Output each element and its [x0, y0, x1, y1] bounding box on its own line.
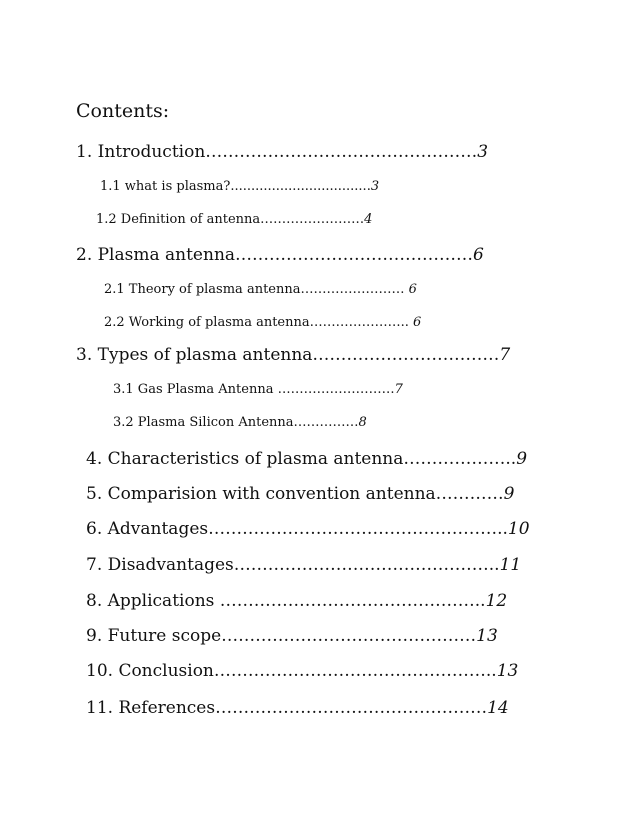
toc-entry-disadvantages [86, 557, 521, 574]
toc-entry-label: 3.2 Plasma Silicon Antenna…………… [113, 415, 359, 430]
toc-entry-future-scope [86, 628, 498, 645]
toc-entry-page: 10 [507, 519, 530, 539]
toc-entry-page: 13 [476, 626, 498, 646]
toc-entry-page: 6 [473, 245, 484, 265]
toc-entry-label: 1.1 what is plasma?.................................. [100, 179, 371, 194]
toc-entry-label: 7. Disadvantages……………………………………….. [86, 555, 500, 575]
toc-entry-working-of-plasma-antenna [104, 316, 421, 329]
toc-entry-gas-plasma-antenna [113, 383, 403, 396]
toc-entry-page: 4 [364, 212, 373, 227]
toc-entry-what-is-plasma [100, 180, 379, 193]
toc-entry-label: 11. References………………………………………… [86, 698, 488, 718]
toc-entry-label: 1.2 Definition of antenna…………………… [96, 212, 365, 227]
toc-entry-label: 5. Comparision with convention antenna………… [86, 484, 504, 504]
toc-entry-label: 10. Conclusion………………………………………….. [86, 661, 497, 681]
toc-entry-plasma-silicon-antenna [113, 416, 367, 429]
toc-entry-label: 4. Characteristics of plasma antenna……………….. [86, 449, 517, 469]
toc-entry-label: 9. Future scope……………………………………… [86, 626, 477, 646]
toc-entry-page: 6 [408, 282, 417, 297]
toc-entry-page: 13 [496, 661, 519, 681]
toc-entry-definition-of-antenna [96, 213, 372, 226]
toc-entry-page: 9 [503, 484, 515, 504]
toc-entry-applications [86, 593, 507, 610]
toc-entry-page: 14 [487, 698, 509, 718]
toc-entry-page: 11 [499, 555, 522, 575]
toc-entry-label: 2.2 Working of plasma antenna………………….. [104, 315, 414, 330]
toc-entry-label: 2. Plasma antenna…………………………………… [76, 245, 474, 265]
toc-entry-advantages [86, 521, 530, 538]
toc-entry-types-of-plasma-antenna [76, 347, 510, 364]
toc-entry-theory-of-plasma-antenna [104, 283, 417, 296]
toc-entry-references [86, 700, 509, 717]
toc-entry-page: 7 [499, 345, 511, 365]
toc-entry-characteristics [86, 451, 527, 468]
toc-entry-page: 8 [358, 415, 367, 430]
toc-entry-label: 3.1 Gas Plasma Antenna ……………………… [113, 382, 395, 397]
toc-entry-page: 12 [485, 591, 508, 611]
toc-entry-label: 6. Advantages…………………………………………….. [86, 519, 508, 539]
toc-entry-comparision [86, 486, 515, 503]
toc-entry-label: 3. Types of plasma antenna…………………………… [76, 345, 500, 365]
toc-entry-page: 7 [394, 382, 403, 397]
toc-entry-page: 3 [370, 179, 380, 194]
toc-entry-label: 1. Introduction………………………………………… [76, 142, 478, 162]
toc-entry-conclusion [86, 663, 518, 680]
toc-entry-page: 3 [477, 142, 489, 162]
toc-entry-introduction [76, 144, 488, 161]
toc-entry-page: 6 [413, 315, 422, 330]
contents-heading: Contents: [76, 100, 170, 122]
toc-entry-label: 2.1 Theory of plasma antenna…………………… [104, 282, 409, 297]
toc-entry-plasma-antenna [76, 247, 484, 264]
toc-entry-page: 9 [516, 449, 528, 469]
toc-entry-label: 8. Applications ……………………………………….. [86, 591, 486, 611]
